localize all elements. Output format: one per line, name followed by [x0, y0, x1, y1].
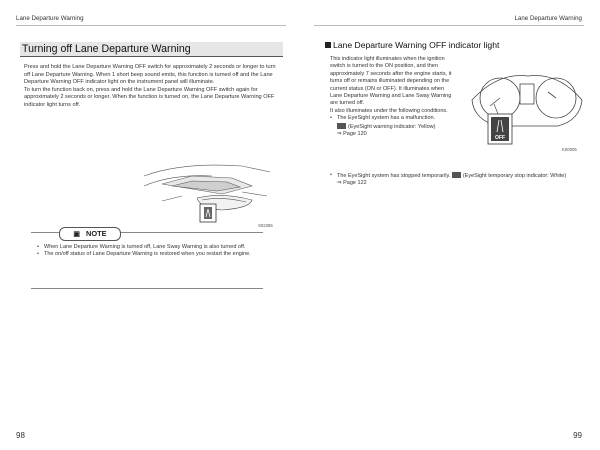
eyesight-warning-icon: [337, 123, 346, 129]
section-title: Turning off Lane Departure Warning: [20, 42, 283, 57]
indicator-off-label: OFF: [495, 135, 505, 141]
condition-detail: (EyeSight warning indicator: Yellow): [330, 123, 454, 131]
note-list: [37, 244, 259, 258]
header-rule-left: [16, 25, 286, 26]
overhead-console-illustration: [142, 156, 272, 226]
indicator-paragraph: This indicator light illuminates when the ignition switch is turned to the ON position, and then approximately 7 seconds after the engine starts, it turns off or remains illuminated depending on the current status (ON or OFF). It illuminates when Lane Departure Warning and Lane Sway Warning are turned off.: [330, 56, 452, 107]
note-box: [31, 229, 263, 289]
paragraph-turn-off: Press and hold the Lane Departure Warning OFF switch for approximately 2 seconds or longer to turn off Lane Departure Warning. When 1 short beep sound emits, this function is turned off and the Lane Departure Warning OFF indicator light on the instrument panel will illuminate.: [24, 64, 276, 86]
note-label: NOTE: [86, 229, 107, 238]
note-item: • When Lane Departure Warning is turned off, Lane Sway Warning is also turned off.: [37, 244, 259, 251]
instructions-text: [24, 64, 282, 110]
header-rule-right: [314, 25, 584, 26]
subsection-title: Lane Departure Warning OFF indicator light: [325, 40, 499, 50]
running-header-left: Lane Departure Warning: [16, 15, 84, 22]
instrument-panel-illustration: [468, 70, 586, 148]
page-reference[interactable]: ⇒ Page 122: [337, 180, 367, 187]
paragraph-turn-on: To turn the function back on, press and hold the Lane Departure Warning OFF switch again for approximately 2 seconds or longer. When the function is turned on, the Lane Departure Warning OFF indicator light turns off.: [24, 86, 275, 108]
figure-code-left: S02386: [258, 223, 273, 228]
note-item: • The on/off status of Lane Departure Warning is restored when you restart the engine.: [37, 251, 259, 258]
condition-item: • The EyeSight system has stopped temporarily. (EyeSight temporary stop indicator: White): [330, 172, 590, 180]
square-bullet-icon: [325, 42, 331, 48]
running-header-right: Lane Departure Warning: [514, 15, 582, 22]
eyesight-stop-icon: [452, 172, 461, 178]
page-number-left: 98: [16, 431, 25, 440]
conditions-intro: It also illuminates under the following conditions.: [330, 107, 448, 114]
info-icon: ▣: [73, 231, 81, 238]
indicator-description: [330, 56, 454, 138]
page-reference[interactable]: ⇒ Page 120: [337, 131, 367, 138]
page-number-right: 99: [573, 431, 582, 440]
lane-departure-off-switch-icon: [204, 207, 212, 219]
condition-item-2-block: [330, 172, 590, 188]
note-badge: [59, 227, 121, 241]
figure-code-right: K00005: [562, 147, 577, 152]
condition-item: • The EyeSight system has a malfunction.: [330, 115, 454, 122]
